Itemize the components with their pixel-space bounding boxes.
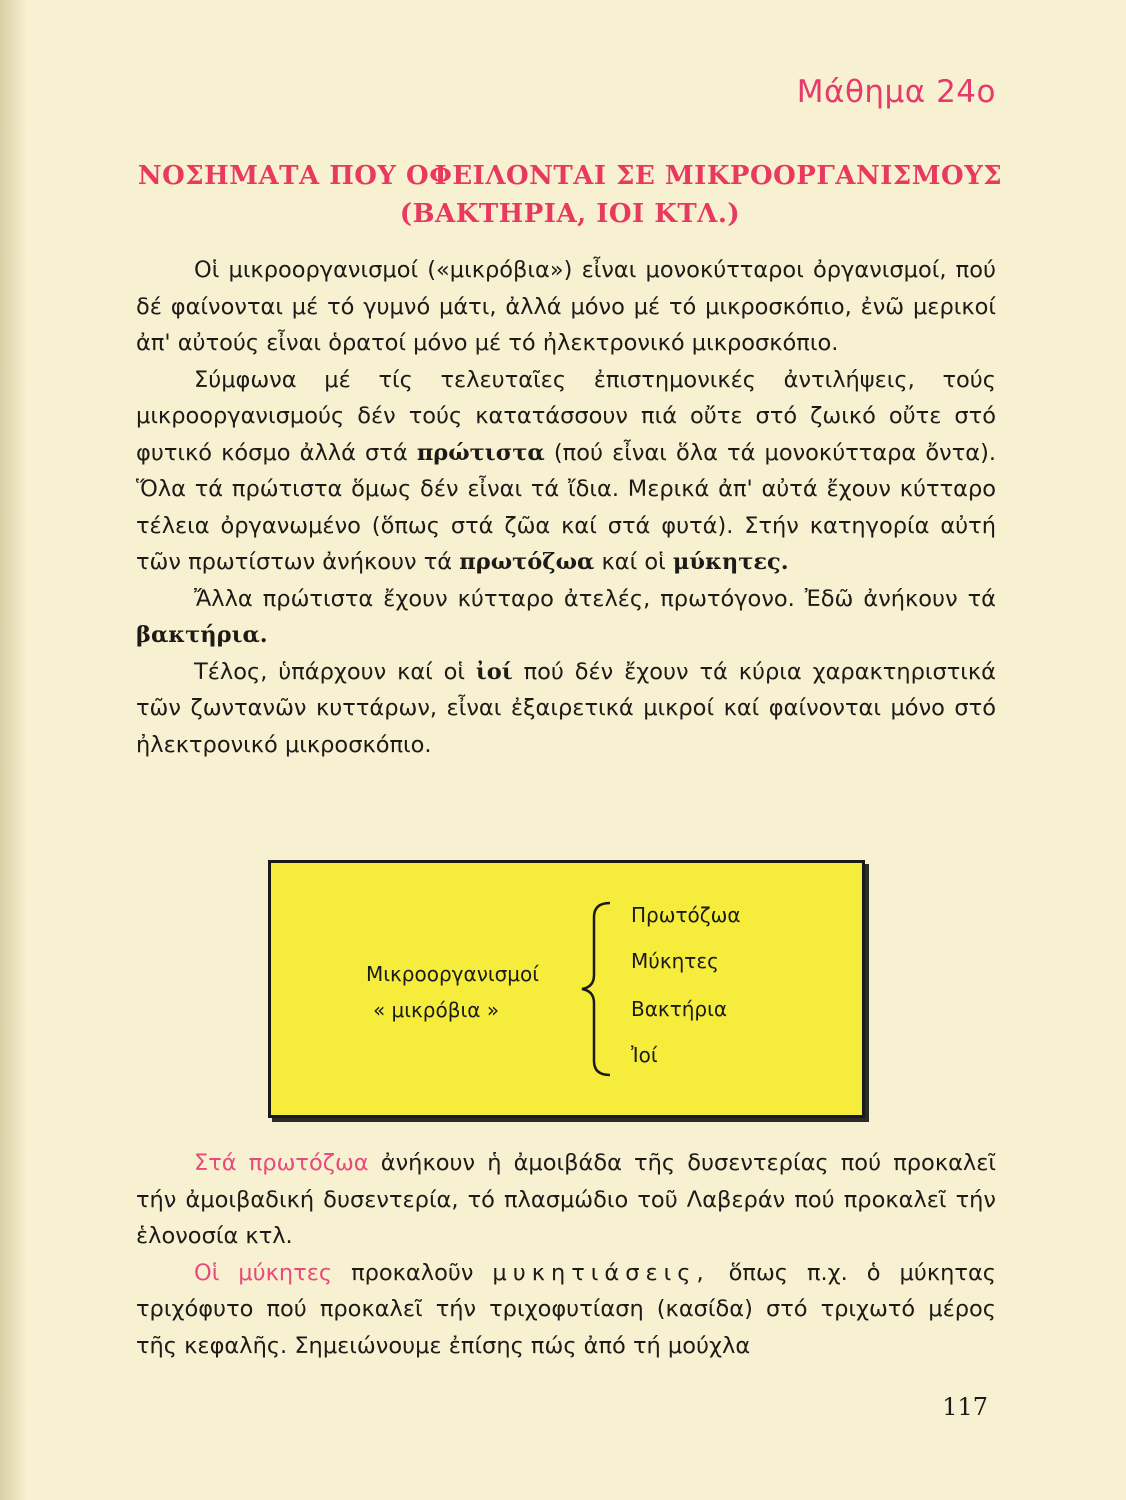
body-text-top (136, 252, 996, 763)
paragraph-3 (136, 581, 996, 654)
p2-text-d: καί οἱ (601, 549, 666, 575)
paragraph-5 (136, 1145, 996, 1255)
term-bacteria: βακτήρια. (136, 622, 268, 648)
p6-spaced-term: μυκητιάσεις, (492, 1259, 710, 1286)
diagram-item-bacteria: Βακτήρια (631, 997, 728, 1021)
chapter-title-line-2: (ΒΑΚΤΗΡΙΑ, ΙΟΙ ΚΤΛ.) (399, 199, 741, 229)
p4-text-a: Τέλος, ὑπάρχουν καί οἱ (194, 658, 466, 685)
p5-text: ἀνήκουν ἡ ἀμοιβάδα τῆς δυσεντερίας πού προκαλεῖ τήν ἀμοιβαδική δυσεντερία, τό πλασμώδιο τοῦ Λαβεράν πού προκαλεῖ τήν ἑλονοσία κτλ. (136, 1150, 997, 1249)
diagram-root-line-2: « μικρόβια » (372, 998, 500, 1022)
chapter-title (130, 157, 1010, 233)
paragraph-6 (136, 1255, 996, 1365)
term-protozoa: πρωτόζωα (459, 549, 595, 575)
term-protista: πρώτιστα (416, 439, 545, 466)
p2-text-c: (πού εἶναι ὅλα τά μονοκύτταρα ὄντα). Ὅλα τά πρώτιστα ὅμως δέν εἶναι τά ἴδια. Μερικά ἀπ' αὐτά ἔχουν κύτταρο τέλεια ὀργανωμένο (ὅπως στά ζῶα καί στά φυτά). Στήν κατηγορία αὐτή τῶν πρωτίστων ἀνήκουν τά (136, 439, 997, 575)
paragraph-2 (136, 362, 996, 581)
p6-text: ὅπως π.χ. ὁ μύκητας τριχόφυτο πού προκαλεῖ τήν τριχοφυτίαση (κασίδα) στό τριχωτό μέρος τῆς κεφαλῆς. Σημειώνουμε ἐπίσης πώς ἀπό τή μούχλα (136, 1259, 996, 1359)
p6-lead-term: Οἱ μύκητες (194, 1259, 333, 1286)
diagram-item-protozoa: Πρωτόζωα (631, 903, 741, 927)
term-viruses: ἰοί (475, 658, 513, 685)
p4-text-c: πού δέν ἔχουν τά κύρια χαρακτηριστικά τῶν ζωντανῶν κυττάρων, εἶναι ἐξαιρετικά μικροί καί φαίνονται μόνο στό ἠλεκτρονικό μικροσκόπιο. (136, 658, 996, 758)
diagram-root (366, 956, 540, 1028)
page-binding-edge (0, 0, 26, 1500)
p5-lead-term: Στά πρωτόζωα (194, 1150, 369, 1176)
chapter-title-line-1: ΝΟΣΗΜΑΤΑ ΠΟΥ ΟΦΕΙΛΟΝΤΑΙ ΣΕ ΜΙΚΡΟΟΡΓΑΝΙΣΜΟΥΣ (137, 161, 1003, 191)
p2-text-a: Σύμφωνα μέ τίς τελευταῖες ἐπιστημονικές ἀντιλήψεις, τούς μικροοργανισμούς δέν τούς κατατάσσουν πιά οὔτε στό ζωικό οὔτε στό φυτικό κόσμο ἀλλά στά (136, 366, 996, 466)
diagram-root-line-1: Μικροοργανισμοί (366, 962, 540, 986)
diagram-item-fungi: Μύκητες (631, 949, 719, 973)
p3-text-a: Ἄλλα πρώτιστα ἔχουν κύτταρο ἀτελές, πρωτόγονο. Ἐδῶ ἀνήκουν τά (194, 585, 996, 612)
term-fungi: μύκητες. (672, 549, 789, 575)
paragraph-1: Οἱ μικροοργανισμοί («μικρόβια») εἶναι μονοκύτταροι ὀργανισμοί, πού δέ φαίνονται μέ τό γυμνό μάτι, ἀλλά μόνο μέ τό μικροσκόπιο, ἐνῶ μερικοί ἀπ' αὐτούς εἶναι ὁρατοί μόνο μέ τό ἠλεκτρονικό μικροσκόπιο. (136, 257, 996, 356)
paragraph-4 (136, 654, 996, 764)
lesson-number: Μάθημα 24ο (796, 74, 996, 110)
classification-diagram (268, 860, 865, 1118)
p6-text-a: προκαλοῦν (351, 1259, 474, 1286)
curly-brace-icon (576, 901, 616, 1077)
body-text-bottom (136, 1145, 996, 1364)
diagram-item-viruses: Ἰοί (631, 1043, 658, 1067)
page-number: 117 (942, 1393, 988, 1421)
